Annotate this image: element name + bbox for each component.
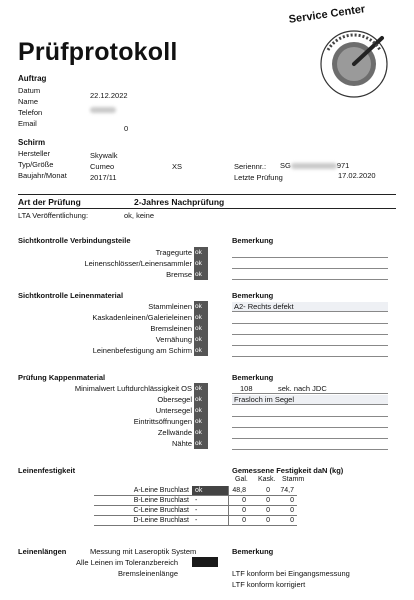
leinenschloesser-label: Leinenschlösser/Leinensammler [84, 259, 192, 268]
leinenlaengen-heading: Leinenlängen [18, 547, 67, 556]
status-box: ok [194, 405, 208, 416]
col-gal: Gal. [235, 476, 248, 483]
typ-label: Typ/Größe [18, 160, 54, 169]
remark-line [232, 416, 388, 417]
toleranz-label: Alle Leinen im Toleranzbereich [75, 558, 178, 567]
status-box: ok [194, 416, 208, 427]
status-box: ok [194, 258, 208, 269]
cell-gal: 0 [229, 516, 250, 526]
status-box: ok [194, 427, 208, 438]
row-status: ok [192, 486, 229, 496]
remark-line [232, 268, 388, 269]
leinenfestigkeit-heading: Leinenfestigkeit [18, 466, 76, 475]
col-stamm: Stamm [282, 476, 305, 483]
bremsleinen-label: Bremsleinen [150, 324, 192, 333]
verbindungsteile-bemerkung: Bemerkung [232, 236, 274, 245]
cell-gal: 0 [229, 496, 250, 506]
zellwaende-label: Zellwände [157, 428, 192, 437]
leinenlaengen-bemerkung: Bemerkung [232, 547, 274, 556]
datum-label: Datum [18, 86, 41, 95]
status-box: ok [194, 323, 208, 334]
divider [18, 194, 396, 195]
status-box: ok [194, 312, 208, 323]
cell-gal: 48,8 [229, 486, 250, 496]
seriennummer-value [280, 161, 349, 170]
untersegel-label: Untersegel [155, 406, 192, 415]
obersegel-label: Obersegel [157, 395, 192, 404]
lta-label: LTA Veröffentlichung: [18, 211, 89, 220]
luftdurchlaessigkeit-value: 108 [240, 384, 253, 393]
remark-line [232, 393, 388, 394]
status-box: ok [194, 394, 208, 405]
leinenlaengen-method: Messung mit Laseroptik System [90, 547, 197, 556]
table-row [94, 516, 297, 526]
seriennummer-prefix: SG [280, 161, 291, 170]
table-row [94, 486, 297, 496]
row-status: - [192, 516, 229, 526]
cell-stamm: 0 [273, 496, 297, 506]
hersteller-label: Hersteller [18, 149, 51, 158]
cell-stamm: 0 [273, 516, 297, 526]
cell-stamm: 74,7 [273, 486, 297, 496]
remark-line [232, 427, 388, 428]
table-row [94, 506, 297, 516]
cell-gal: 0 [229, 506, 250, 516]
auftrag-heading: Auftrag [18, 74, 47, 83]
kappenmaterial-bemerkung: Bemerkung [232, 373, 274, 382]
cell-kask: 0 [249, 506, 273, 516]
seriennummer-suffix: 971 [336, 161, 350, 170]
letzte-pruefung-label: Letzte Prüfung [234, 173, 283, 182]
telefon-label: Telefon [18, 108, 43, 117]
name-redacted [90, 101, 116, 119]
status-box: ok [194, 345, 208, 356]
toleranz-status-box [192, 557, 218, 567]
divider [18, 208, 396, 209]
status-box: ok [194, 334, 208, 345]
lta-value: ok, keine [124, 211, 155, 220]
email-label: Email [18, 119, 37, 128]
luftdurchlaessigkeit-label: Minimalwert Luftdurchlässigkeit OS [74, 384, 192, 393]
row-label: C-Leine Bruchlast [94, 506, 192, 516]
groesse-value: XS [172, 162, 183, 171]
name-label: Name [18, 97, 39, 106]
baujahr-value: 2017/11 [90, 173, 117, 182]
festigkeit-title: Gemessene Festigkeit daN (kg) [232, 466, 344, 475]
remark-line [232, 345, 388, 346]
bremse-label: Bremse [166, 270, 192, 279]
letzte-pruefung-value: 17.02.2020 [338, 171, 376, 180]
obersegel-remark: Frasloch im Segel [232, 395, 388, 405]
leinenmaterial-heading: Sichtkontrolle Leinenmaterial [18, 291, 124, 300]
kappenmaterial-heading: Prüfung Kappenmaterial [18, 373, 106, 382]
row-status: - [192, 496, 229, 506]
eintrittsoeffnungen-label: Eintrittsöffnungen [133, 417, 192, 426]
status-box: ok [194, 438, 208, 449]
brand-name: Service Center [288, 3, 366, 26]
schirm-heading: Schirm [18, 138, 46, 147]
table-row [94, 496, 297, 506]
cell-kask: 0 [249, 486, 273, 496]
leinenlaengen-remark-2: LTF konform korrigiert [232, 580, 306, 589]
bremsleinenlaenge-label: Bremsleinenlänge [117, 569, 178, 578]
typ-value: Cumeo [90, 162, 115, 171]
col-kask: Kask. [258, 476, 276, 483]
status-box: ok [194, 247, 208, 258]
cell-kask: 0 [249, 496, 273, 506]
cell-kask: 0 [249, 516, 273, 526]
page-title: Prüfprotokoll [18, 38, 178, 66]
row-status: - [192, 506, 229, 516]
cell-stamm: 0 [273, 506, 297, 516]
festigkeit-table [94, 486, 297, 526]
leinenbefestigung-label: Leinenbefestigung am Schirm [92, 346, 192, 355]
status-box: ok [194, 301, 208, 312]
leinenlaengen-remark-1: LTF konform bei Eingangsmessung [232, 569, 350, 578]
remark-line [232, 356, 388, 357]
datum-value: 22.12.2022 [90, 91, 128, 100]
leinenmaterial-bemerkung: Bemerkung [232, 291, 274, 300]
row-label: A-Leine Bruchlast [94, 486, 192, 496]
luftdurchlaessigkeit-unit: sek. nach JDC [278, 384, 327, 393]
baujahr-label: Baujahr/Monat [18, 171, 67, 180]
stammleinen-label: Stammleinen [148, 302, 192, 311]
stammleinen-remark: A2- Rechts defekt [232, 302, 388, 312]
remark-line [232, 449, 388, 450]
verbindungsteile-heading: Sichtkontrolle Verbindungsteile [18, 236, 131, 245]
row-label: D-Leine Bruchlast [94, 516, 192, 526]
row-label: B-Leine Bruchlast [94, 496, 192, 506]
remark-line [232, 323, 388, 324]
art-label: Art der Prüfung [18, 197, 81, 207]
remark-line [232, 438, 388, 439]
status-box: ok [194, 269, 208, 280]
vernaehung-label: Vernähung [155, 335, 192, 344]
remark-line [232, 334, 388, 335]
hersteller-value: Skywalk [90, 151, 118, 160]
seriennummer-label: Seriennr.: [234, 162, 267, 171]
remark-line [232, 279, 388, 280]
naehte-label: Nähte [171, 439, 192, 448]
art-value: 2-Jahres Nachprüfung [134, 197, 225, 207]
inspection-seal-logo [318, 28, 390, 100]
remark-line [232, 257, 388, 258]
kaskadenleinen-label: Kaskadenleinen/Galerieleinen [92, 313, 192, 322]
email-value: 0 [124, 124, 129, 133]
tragegurte-label: Tragegurte [155, 248, 192, 257]
status-box: ok [194, 383, 208, 394]
